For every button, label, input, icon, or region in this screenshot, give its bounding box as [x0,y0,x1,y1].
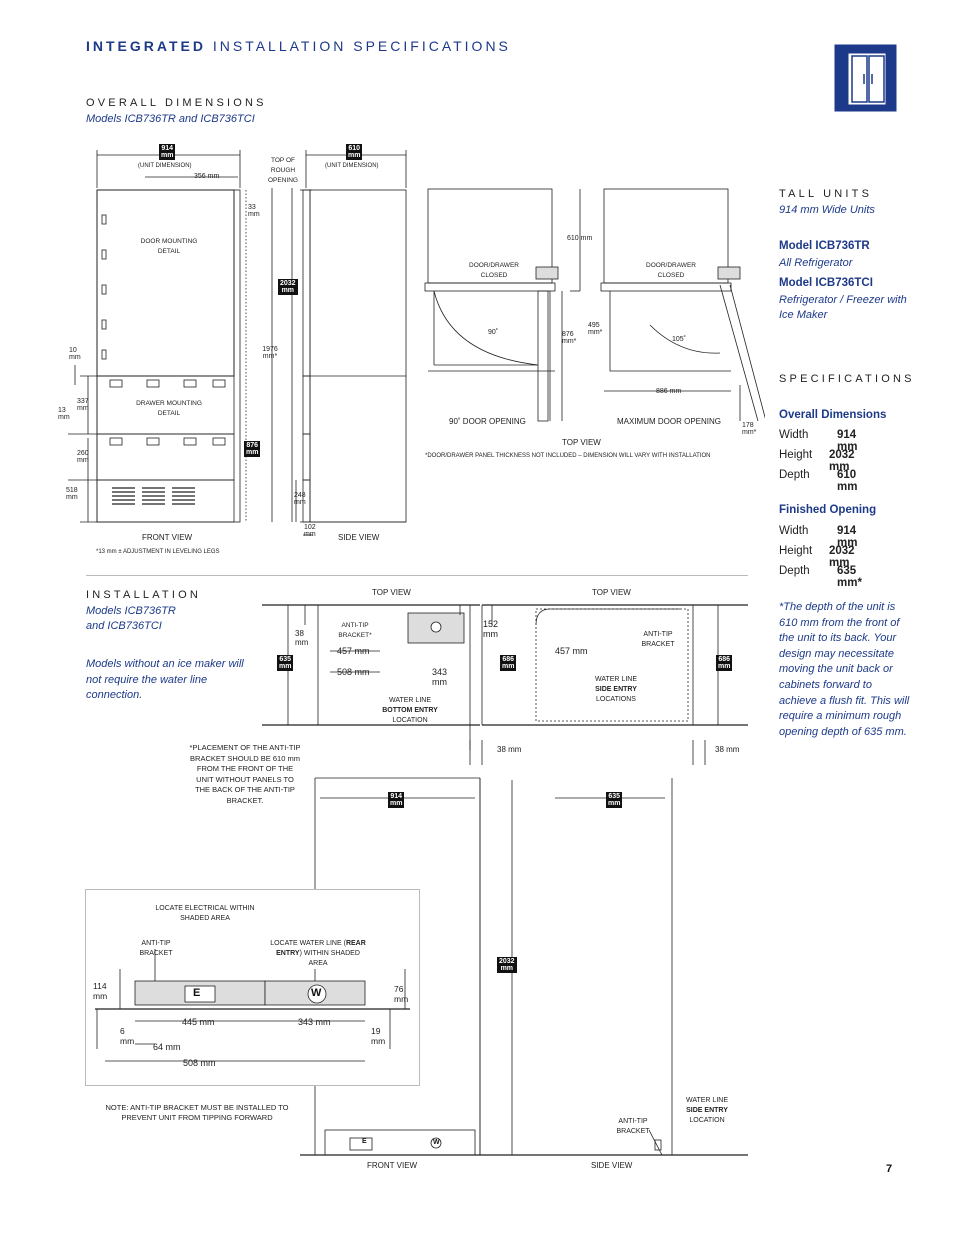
spec-finished-height [779,545,855,569]
dim-38: 38 mm [295,629,309,647]
front-side-drawing [60,140,420,560]
closed-label-right: DOOR/DRAWER CLOSED [646,262,696,279]
dim-457-a: 457 mm [337,646,370,656]
dim-13: 13 mm [58,407,70,421]
width-914-install-tag [388,792,404,808]
header-rest: INSTALLATION SPECIFICATIONS [205,38,511,54]
dim-508-b: 508 mm [183,1058,216,1068]
height-876-tag [244,441,260,457]
top-view-drawing [420,185,765,455]
spec-label: Height [779,545,813,557]
max-open-label: MAXIMUM DOOR OPENING [617,417,722,426]
dim-38-b: 38 mm [497,745,522,754]
tag-635: 635 [279,656,292,663]
install-front-view: FRONT VIEW [367,1161,418,1170]
tag-mm: mm [608,800,621,807]
overall-dims-title: Overall Dimensions [779,409,887,421]
locate-water-c: ) WITHIN SHADED AREA [299,950,360,967]
section-divider [86,575,748,576]
tag-mm: mm [161,152,174,159]
page-number: 7 [886,1163,893,1175]
install-top-view-1: TOP VIEW [372,588,411,597]
water-w-small-icon: W [433,1139,440,1146]
dim-886: 886 mm [656,388,682,395]
dim-33: 33 mm [248,204,260,218]
wl-side-1: WATER LINE [594,676,637,683]
dim-876-top: 876 mm* [562,331,577,345]
height-2032-tag [278,279,298,295]
angle-90: 90˚ [488,329,499,336]
unit-dimension-label: (UNIT DIMENSION) [325,163,379,169]
dim-457-b: 457 mm [555,646,588,656]
dim-38-c: 38 mm [715,745,740,754]
dim-518: 518 mm [66,487,78,501]
depth-635-tag [277,655,293,671]
tag-914: 914 [390,793,403,800]
antitip-note: NOTE: ANTI-TIP BRACKET MUST BE INSTALLED TO PREVENT UNIT FROM TIPPING FORWARD [105,1103,289,1122]
spec-overall-depth [779,469,858,493]
dim-356: 356 mm [194,173,220,180]
dim-337: 337 mm [77,398,89,412]
antitip-side-label: ANTI-TIP BRACKET [616,1118,650,1135]
wl-side-loc-2: SIDE ENTRY [686,1107,728,1114]
overall-heading: OVERALL DIMENSIONS [86,97,267,109]
locate-elec: LOCATE ELECTRICAL WITHIN SHADED AREA [155,905,255,922]
antitip-inset-label: ANTI-TIP BRACKET [139,940,173,957]
depth-610-tag [346,144,362,160]
wl-side [576,675,656,705]
wl-bottom-3: LOCATION [392,717,428,724]
header-bold: INTEGRATED [86,38,206,54]
locate-water [266,939,370,969]
width-914-tag [159,144,175,160]
spec-label: Width [779,429,809,441]
dim-6: 6 mm [120,1026,135,1046]
antitip-star-label: ANTI-TIP BRACKET* [338,622,372,639]
dim-64: 64 mm [153,1042,181,1052]
spec-value: 635 mm* [837,565,862,589]
install-heading: INSTALLATION [86,589,202,601]
drawer-mount-label: DRAWER MOUNTING DETAIL [136,400,202,417]
dim-610: 610 mm [567,235,593,242]
wl-bottom-1: WATER LINE [388,697,431,704]
locate-water-b: REAR ENTRY [276,940,366,957]
depth-686-tag-a [500,655,516,671]
spec-label: Width [779,525,809,537]
tag-mm: mm [279,663,292,670]
spec-finished-depth [779,565,862,589]
spec-overall-height [779,449,855,473]
water-w-icon: W [311,987,322,999]
electrical-e-small-icon: E [362,1138,367,1145]
placement-note: *PLACEMENT OF THE ANTI-TIP BRACKET SHOULD BE 610 mm FROM THE FRONT OF THE UNIT WITHOUT PANELS TO THE BACK OF THE ANTI-TIP BRACKET. [189,743,301,805]
panel-note: *DOOR/DRAWER PANEL THICKNESS NOT INCLUDED – DIMENSION WILL VARY WITH INSTALLATION [425,453,711,459]
dim-343-a: 343 mm [432,667,448,687]
tag-mm: mm [502,663,515,670]
depth-686-tag-b [716,655,732,671]
page-header [86,38,511,54]
dim-1976: 1976 mm* [262,346,278,360]
open-90-label: 90˚ DOOR OPENING [449,417,526,426]
electrical-e-icon: E [193,987,201,999]
model-1: Model ICB736TR [779,240,870,252]
overall-models: Models ICB736TR and ICB736TCI [86,113,255,125]
top-rough-label: TOP OF ROUGH OPENING [268,157,298,184]
spec-label: Depth [779,565,810,577]
tall-sub: 914 mm Wide Units [779,204,875,216]
tag-686: 686 [502,656,515,663]
spec-label: Depth [779,469,810,481]
dim-19: 19 mm [371,1026,386,1046]
height-2032-install-tag [497,957,517,973]
antitip-label-b: ANTI-TIP BRACKET [641,631,675,648]
spec-value: 2032 mm [829,545,855,569]
wl-side-loc-3: LOCATION [689,1117,725,1124]
spec-value: 610 mm [837,469,858,493]
spec-value: 914 mm [837,525,858,549]
dim-178: 178 mm* [742,422,757,436]
tag-mm: mm [246,449,259,456]
side-view-label: SIDE VIEW [338,533,380,542]
dim-445: 445 mm [182,1017,215,1027]
dim-508-a: 508 mm [337,667,370,677]
spec-finished-width [779,525,858,549]
tag-2032: 2032 [280,280,296,287]
tall-heading: TALL UNITS [779,188,873,200]
front-view-label: FRONT VIEW [142,533,193,542]
spec-value: 2032 mm [829,449,855,473]
finished-opening-title: Finished Opening [779,504,877,516]
tag-876: 876 [246,442,259,449]
dim-260: 260 mm [77,450,89,464]
tag-635: 635 [608,793,621,800]
tag-686: 686 [718,656,731,663]
spec-label: Height [779,449,813,461]
dim-102: 102 mm [304,524,316,538]
specs-heading: SPECIFICATIONS [779,373,915,385]
dim-10: 10 mm [69,347,81,361]
tag-914: 914 [161,145,174,152]
install-note: Models without an ice maker will not require the water line connection. [86,658,244,701]
install-top-view-2: TOP VIEW [592,588,631,597]
model-2: Model ICB736TCI [779,277,873,289]
leg-note: *13 mm ± ADJUSTMENT IN LEVELING LEGS [96,549,220,555]
dim-343-b: 343 mm [298,1017,331,1027]
tag-mm: mm [500,965,514,972]
door-mount-label: DOOR MOUNTING DETAIL [140,238,198,255]
tag-mm: mm [390,800,403,807]
wl-side-loc [676,1096,738,1126]
top-view-label: TOP VIEW [562,438,601,447]
wl-side-3: LOCATIONS [596,696,636,703]
spec-value: 914 mm [837,429,858,453]
model-1-desc: All Refrigerator [779,257,853,269]
tag-mm: mm [348,152,361,159]
locate-water-a: LOCATE WATER LINE ( [270,940,346,947]
dim-114: 114 mm [93,981,108,1001]
depth-635-install-tag [606,792,622,808]
fridge-logo-icon [834,44,897,112]
wl-bottom [370,696,450,726]
depth-note: *The depth of the unit is 610 mm from the front of the unit to its back. Your design may necessitate moving the unit back or cabinets forward to achieve a flush fit. This will require a minimum rough opening depth of 635 mm. [779,601,910,738]
tag-mm: mm [718,663,731,670]
tag-610: 610 [348,145,361,152]
spec-overall-width [779,429,858,453]
wl-bottom-2: BOTTOM ENTRY [382,707,438,714]
dim-248: 248 mm [294,492,306,506]
angle-105: 105˚ [672,336,687,343]
model-2-desc: Refrigerator / Freezer with Ice Maker [779,294,907,321]
unit-dimension-label: (UNIT DIMENSION) [138,163,192,169]
wl-side-2: SIDE ENTRY [595,686,637,693]
install-side-view: SIDE VIEW [591,1161,633,1170]
wl-side-loc-1: WATER LINE [685,1097,728,1104]
install-models: Models ICB736TR and ICB736TCI [86,605,176,632]
tag-mm: mm [281,287,295,294]
dim-76: 76 mm [394,984,409,1004]
tag-2032: 2032 [499,958,515,965]
closed-label-left: DOOR/DRAWER CLOSED [469,262,519,279]
dim-152: 152 mm [483,619,499,639]
dim-495: 495 mm* [588,322,603,336]
